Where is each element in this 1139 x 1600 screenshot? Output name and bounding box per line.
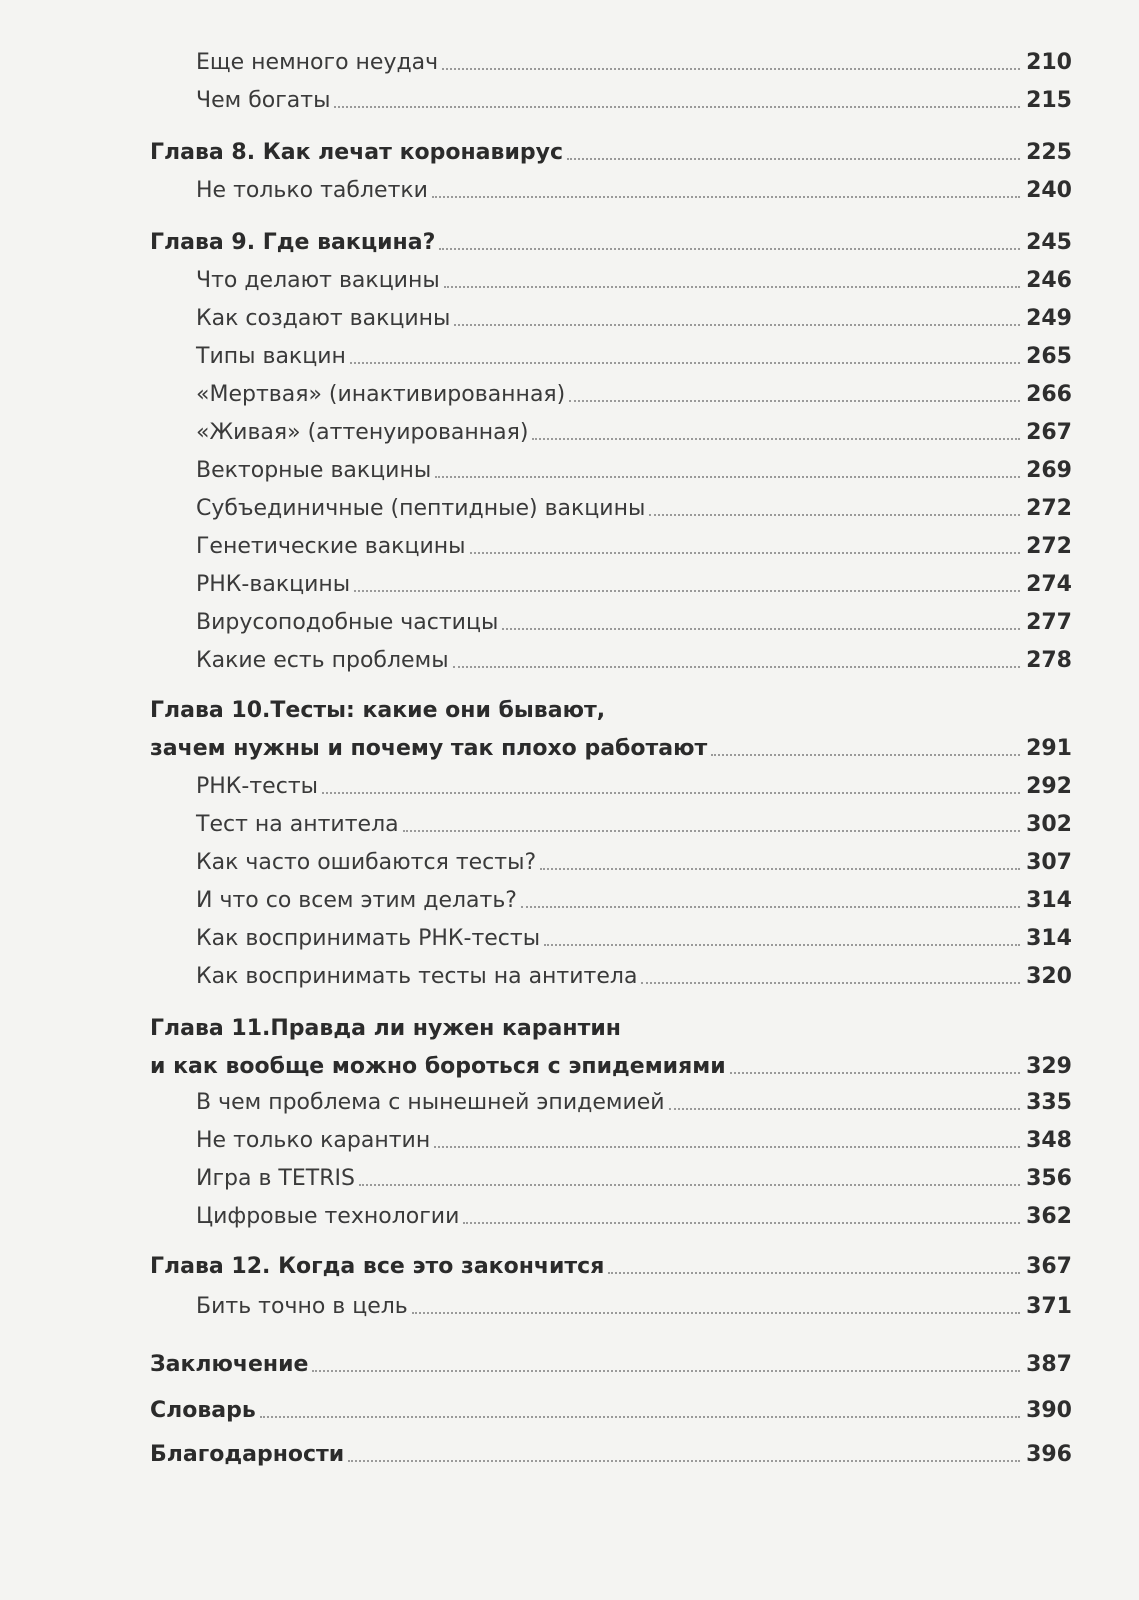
page-number: 367 <box>1026 1254 1072 1279</box>
dot-leader <box>434 1146 1020 1148</box>
toc-section-entry[interactable] <box>196 1196 1072 1230</box>
toc-section-entry[interactable] <box>196 374 1072 408</box>
dot-leader <box>432 196 1020 198</box>
toc-section-entry[interactable] <box>196 1082 1072 1116</box>
page-number: 266 <box>1026 382 1072 407</box>
page-number: 320 <box>1026 964 1072 989</box>
page-number: 291 <box>1026 736 1072 761</box>
toc-section-entry[interactable] <box>196 450 1072 484</box>
section-title: Как создают вакцины <box>196 306 451 331</box>
toc-chapter-heading-line[interactable] <box>150 1008 621 1042</box>
chapter-label: Глава 9. <box>150 230 256 255</box>
page-number: 362 <box>1026 1204 1072 1229</box>
section-title: Бить точно в цель <box>196 1294 408 1319</box>
page-number: 278 <box>1026 648 1072 673</box>
chapter-title: Когда все это закончится <box>278 1254 605 1279</box>
toc-section-entry[interactable] <box>196 918 1072 952</box>
dot-leader <box>334 106 1020 108</box>
chapter-title: Тесты: какие они бывают, <box>270 698 606 723</box>
toc-section-entry[interactable] <box>196 298 1072 332</box>
toc-section-entry[interactable] <box>196 1158 1072 1192</box>
backmatter-title: Словарь <box>150 1398 256 1423</box>
dot-leader <box>567 158 1020 160</box>
toc-chapter-entry[interactable] <box>150 1246 1072 1280</box>
section-title: РНК-вакцины <box>196 572 351 597</box>
page-number: 240 <box>1026 178 1072 203</box>
page-number: 249 <box>1026 306 1072 331</box>
chapter-title: Где вакцина? <box>262 230 436 255</box>
dot-leader <box>322 792 1020 794</box>
chapter-label: Глава 8. <box>150 140 256 165</box>
section-title: Не только таблетки <box>196 178 428 203</box>
chapter-label: Глава 12. <box>150 1254 271 1279</box>
dot-leader <box>412 1312 1020 1314</box>
section-title: Какие есть проблемы <box>196 648 449 673</box>
page-number: 277 <box>1026 610 1072 635</box>
dot-leader <box>454 324 1020 326</box>
toc-section-entry[interactable] <box>196 526 1072 560</box>
page-number: 387 <box>1026 1352 1072 1377</box>
dot-leader <box>260 1416 1020 1418</box>
dot-leader <box>463 1222 1020 1224</box>
toc-section-entry[interactable] <box>196 412 1072 446</box>
dot-leader <box>730 1072 1020 1074</box>
dot-leader <box>608 1272 1020 1274</box>
page-number: 225 <box>1026 140 1072 165</box>
dot-leader <box>711 754 1020 756</box>
page-number: 307 <box>1026 850 1072 875</box>
dot-leader <box>435 476 1020 478</box>
page-number: 314 <box>1026 888 1072 913</box>
chapter-heading <box>150 230 435 256</box>
page-number: 215 <box>1026 88 1072 113</box>
page-number: 348 <box>1026 1128 1072 1153</box>
page-number: 396 <box>1026 1442 1072 1467</box>
toc-section-entry[interactable] <box>196 766 1072 800</box>
chapter-label: Глава 10. <box>150 698 271 723</box>
dot-leader <box>403 830 1020 832</box>
toc-section-entry[interactable] <box>196 956 1072 990</box>
dot-leader <box>312 1370 1020 1372</box>
dot-leader <box>532 438 1020 440</box>
chapter-label: Глава 11. <box>150 1016 271 1041</box>
section-title: «Живая» (аттенуированная) <box>196 420 529 445</box>
section-title: Не только карантин <box>196 1128 431 1153</box>
dot-leader <box>359 1184 1020 1186</box>
chapter-heading <box>150 140 563 166</box>
dot-leader <box>641 982 1020 984</box>
chapter-title-continued: зачем нужны и почему так плохо работают <box>150 736 708 761</box>
page-number: 245 <box>1026 230 1072 255</box>
dot-leader <box>669 1108 1020 1110</box>
section-title: В чем проблема с нынешней эпидемией <box>196 1090 665 1115</box>
dot-leader <box>348 1460 1020 1462</box>
dot-leader <box>521 906 1020 908</box>
toc-chapter-heading-line[interactable] <box>150 690 605 724</box>
section-title: Что делают вакцины <box>196 268 440 293</box>
page-number: 356 <box>1026 1166 1072 1191</box>
page-number: 371 <box>1026 1294 1072 1319</box>
page-number: 246 <box>1026 268 1072 293</box>
section-title: Вирусоподобные частицы <box>196 610 499 635</box>
toc-chapter-entry[interactable] <box>150 1046 1072 1080</box>
toc-chapter-entry[interactable] <box>150 132 1072 166</box>
section-title: Субъединичные (пептидные) вакцины <box>196 496 646 521</box>
chapter-heading <box>150 1254 604 1280</box>
page-number: 267 <box>1026 420 1072 445</box>
toc-section-entry[interactable] <box>196 640 1072 674</box>
toc-section-entry[interactable] <box>196 170 1072 204</box>
dot-leader <box>354 590 1020 592</box>
section-title: Как воспринимать РНК-тесты <box>196 926 541 951</box>
dot-leader <box>442 68 1020 70</box>
dot-leader <box>544 944 1020 946</box>
toc-section-entry[interactable] <box>196 842 1072 876</box>
section-title: Типы вакцин <box>196 344 346 369</box>
chapter-title: Как лечат коронавирус <box>262 140 563 165</box>
toc-backmatter-entry[interactable] <box>150 1434 1072 1468</box>
dot-leader <box>350 362 1020 364</box>
page-number: 269 <box>1026 458 1072 483</box>
section-title: Генетические вакцины <box>196 534 466 559</box>
page-number: 274 <box>1026 572 1072 597</box>
toc-section-entry[interactable] <box>196 80 1072 114</box>
toc-section-entry[interactable] <box>196 260 1072 294</box>
section-title: РНК-тесты <box>196 774 318 799</box>
chapter-title-continued: и как вообще можно бороться с эпидемиями <box>150 1054 726 1079</box>
toc-section-entry[interactable] <box>196 488 1072 522</box>
page-number: 302 <box>1026 812 1072 837</box>
toc-section-entry[interactable] <box>196 564 1072 598</box>
page-number: 329 <box>1026 1054 1072 1079</box>
section-title: Векторные вакцины <box>196 458 432 483</box>
section-title: Цифровые технологии <box>196 1204 460 1229</box>
toc-section-entry[interactable] <box>196 880 1072 914</box>
page-number: 210 <box>1026 50 1072 75</box>
chapter-title: Правда ли нужен карантин <box>270 1016 621 1041</box>
dot-leader <box>439 248 1020 250</box>
section-title: Тест на антитела <box>196 812 399 837</box>
toc-backmatter-entry[interactable] <box>150 1344 1072 1378</box>
toc-section-entry[interactable] <box>196 1120 1072 1154</box>
page-number: 314 <box>1026 926 1072 951</box>
page-number: 390 <box>1026 1398 1072 1423</box>
dot-leader <box>540 868 1020 870</box>
toc-section-entry[interactable] <box>196 336 1072 370</box>
toc-backmatter-entry[interactable] <box>150 1390 1072 1424</box>
section-title: Игра в TETRIS <box>196 1166 355 1191</box>
page-number: 272 <box>1026 496 1072 521</box>
dot-leader <box>649 514 1020 516</box>
dot-leader <box>569 400 1020 402</box>
page-number: 292 <box>1026 774 1072 799</box>
backmatter-title: Заключение <box>150 1352 309 1377</box>
dot-leader <box>502 628 1020 630</box>
section-title: Чем богаты <box>196 88 331 113</box>
toc-chapter-entry[interactable] <box>150 728 1072 762</box>
section-title: Как воспринимать тесты на антитела <box>196 964 638 989</box>
page-number: 272 <box>1026 534 1072 559</box>
section-title: И что со всем этим делать? <box>196 888 517 913</box>
section-title: «Мертвая» (инактивированная) <box>196 382 566 407</box>
dot-leader <box>453 666 1021 668</box>
toc-section-entry[interactable] <box>196 1286 1072 1320</box>
toc-section-entry[interactable] <box>196 42 1072 76</box>
dot-leader <box>470 552 1021 554</box>
backmatter-title: Благодарности <box>150 1442 345 1467</box>
toc-section-entry[interactable] <box>196 804 1072 838</box>
section-title: Еще немного неудач <box>196 50 439 75</box>
page-number: 265 <box>1026 344 1072 369</box>
toc-chapter-entry[interactable] <box>150 222 1072 256</box>
dot-leader <box>444 286 1020 288</box>
toc-section-entry[interactable] <box>196 602 1072 636</box>
section-title: Как часто ошибаются тесты? <box>196 850 537 875</box>
page-number: 335 <box>1026 1090 1072 1115</box>
